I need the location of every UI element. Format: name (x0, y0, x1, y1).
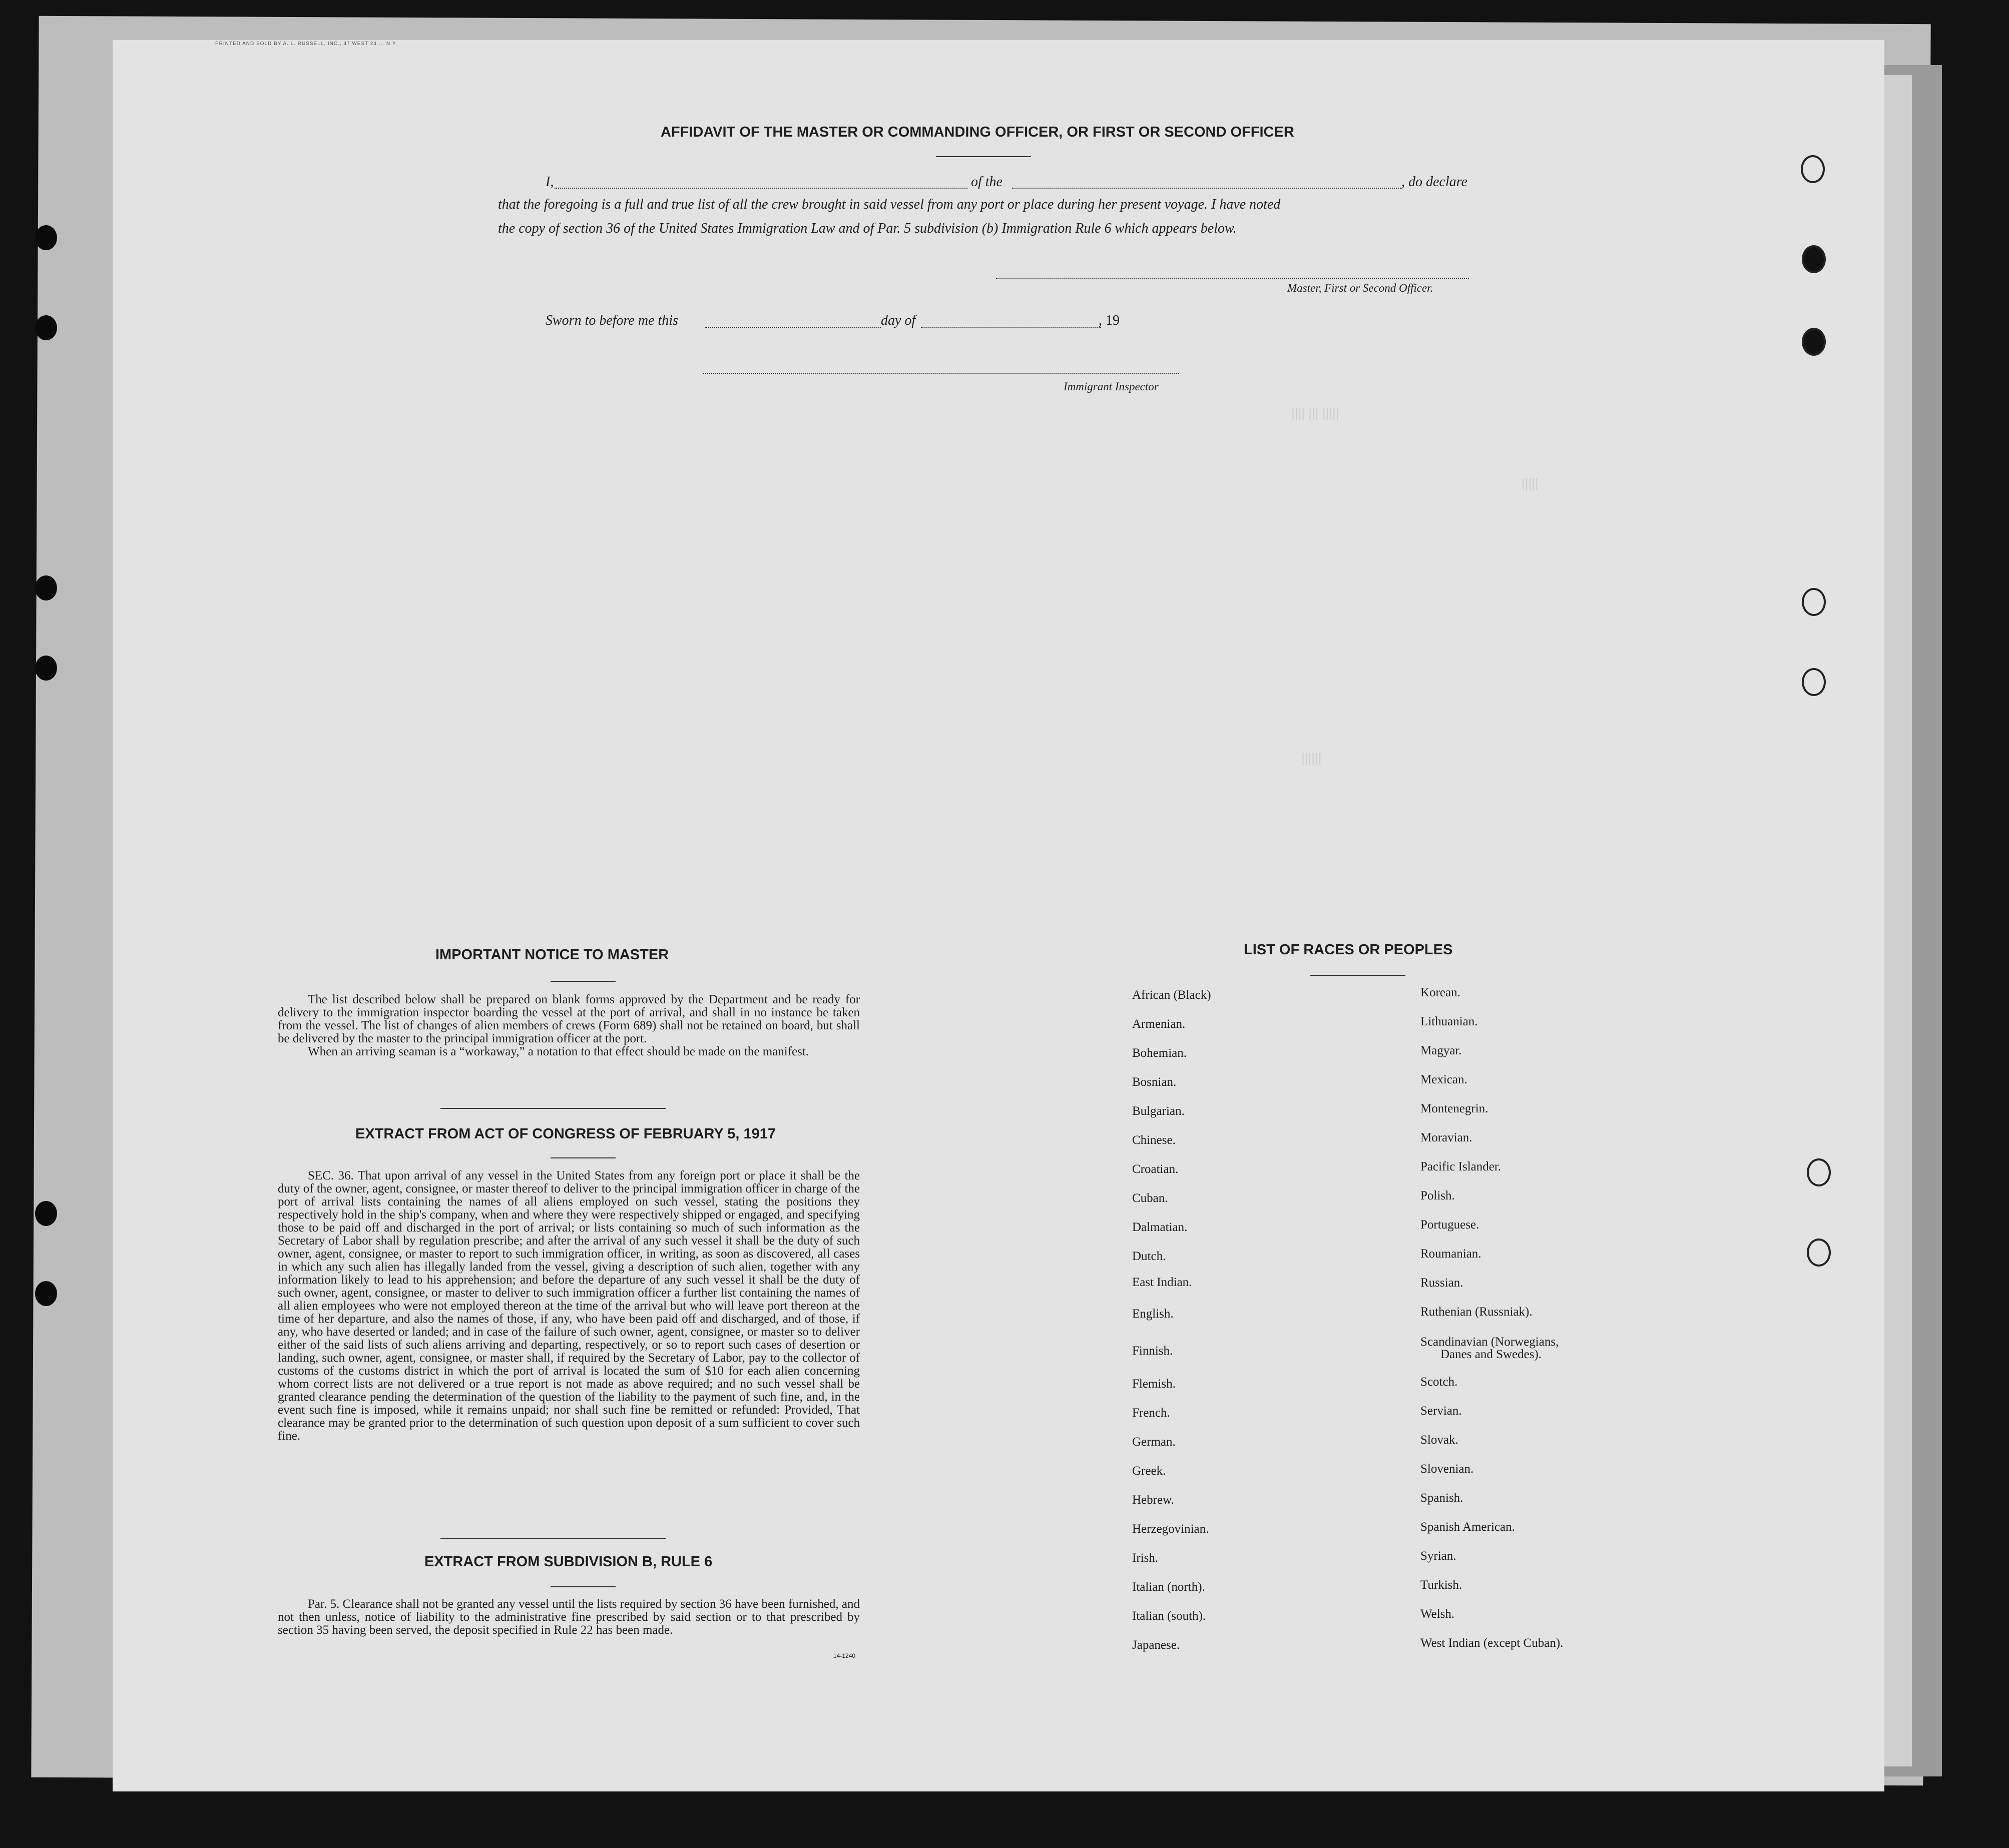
race-item: Chinese. (1132, 1133, 1176, 1147)
inspector-label: Immigrant Inspector (1064, 380, 1159, 393)
race-item: Ruthenian (Russniak). (1420, 1305, 1533, 1319)
punch-hole (1802, 588, 1826, 616)
race-item: Russian. (1420, 1276, 1463, 1290)
master-name-field[interactable] (555, 188, 967, 189)
race-item: Spanish. (1420, 1491, 1463, 1505)
race-item: Slovenian. (1420, 1462, 1474, 1476)
divider (551, 1586, 616, 1587)
bleed-through: |||| ||| ||||| (1291, 405, 1339, 420)
punch-hole (1802, 245, 1826, 273)
race-item: Scandinavian (Norwegians, (1420, 1335, 1559, 1349)
extract-rule-body (278, 1598, 860, 1637)
form-number: 14-1240 (833, 1652, 856, 1659)
affidavit-i: I, (546, 174, 554, 190)
divider (1310, 975, 1405, 976)
divider (440, 1108, 666, 1109)
sworn-month-field[interactable] (921, 327, 1101, 328)
race-item: Italian (south). (1132, 1609, 1206, 1623)
punch-hole (1801, 155, 1825, 183)
race-item: Slovak. (1420, 1433, 1458, 1447)
race-item: African (Black) (1132, 988, 1211, 1002)
notice-paragraph-1: The list described below shall be prepared on blank forms approved by the Department and be ready for delivery to the immigration inspector boarding the vessel at the port of arrival, and shall in no instance be taken from the vessel. The list of changes of alien members of crews (Form 689) shall not be retained on board, but shall be delivered by the master to the principal immigration officer at the port. (278, 993, 860, 1045)
affidavit-of-the: of the (971, 174, 1002, 190)
extract-act-body (278, 1169, 860, 1443)
binder-hole (35, 315, 57, 340)
punch-hole (1807, 1239, 1831, 1267)
race-item: Moravian. (1420, 1131, 1472, 1144)
race-item: French. (1132, 1406, 1170, 1420)
race-item: Montenegrin. (1420, 1102, 1488, 1115)
divider (936, 156, 1031, 157)
race-item: German. (1132, 1435, 1176, 1449)
race-item: Dalmatian. (1132, 1220, 1188, 1234)
year-text: , 19 (1099, 313, 1120, 328)
race-item: Roumanian. (1420, 1247, 1481, 1261)
punch-hole (1802, 328, 1826, 356)
race-item: Hebrew. (1132, 1493, 1174, 1507)
race-item: Syrian. (1420, 1549, 1456, 1563)
punch-hole (1802, 668, 1826, 696)
race-item: Pacific Islander. (1420, 1160, 1501, 1173)
race-item: Magyar. (1420, 1044, 1462, 1057)
race-item: Lithuanian. (1420, 1015, 1478, 1028)
binder-hole (35, 575, 57, 600)
binder-hole (35, 1281, 57, 1306)
race-item: Greek. (1132, 1464, 1166, 1478)
race-item: Servian. (1420, 1404, 1462, 1418)
officer-signature-field[interactable] (996, 278, 1469, 279)
race-item: English. (1132, 1307, 1174, 1321)
printer-imprint: PRINTED AND SOLD BY A. L. RUSSELL, INC., 47 WEST 24 ... N.Y. (215, 41, 397, 47)
race-item: Herzegovinian. (1132, 1522, 1209, 1536)
punch-hole (1807, 1158, 1831, 1186)
notice-body (278, 993, 860, 1058)
document-page (113, 40, 1884, 1791)
binder-hole (35, 1201, 57, 1226)
signature-label: Master, First or Second Officer. (1287, 282, 1433, 294)
race-item: Bohemian. (1132, 1046, 1187, 1060)
race-item: Irish. (1132, 1551, 1159, 1565)
race-item: Bulgarian. (1132, 1104, 1185, 1118)
races-title: LIST OF RACES OR PEOPLES (1244, 942, 1453, 958)
race-item: Korean. (1420, 986, 1460, 999)
race-item: Polish. (1420, 1189, 1455, 1202)
affidavit-line2: that the foregoing is a full and true list of all the crew brought in said vessel from any port or place during her present voyage. I have noted (498, 197, 1281, 212)
race-item: Bosnian. (1132, 1075, 1177, 1089)
sheet-edge-light (1882, 75, 1912, 1766)
race-item: East Indian. (1132, 1276, 1192, 1289)
race-item: Japanese. (1132, 1638, 1180, 1652)
race-item: Danes and Swedes). (1440, 1348, 1542, 1361)
par-5-text: Par. 5. Clearance shall not be granted any vessel until the lists required by section 36 have been furnished, and not then unless, notice of liability to the administrative fine prescribed by said section or to that prescribed by section 35 having been served, the deposit specified in Rule 22 has been made. (278, 1597, 860, 1637)
notice-paragraph-2: When an arriving seaman is a “workaway,” a notation to that effect should be made on the manifest. (308, 1045, 809, 1058)
race-item: Spanish American. (1420, 1520, 1515, 1534)
race-item: Portuguese. (1420, 1218, 1479, 1231)
extract-rule-title: EXTRACT FROM SUBDIVISION B, RULE 6 (424, 1554, 713, 1570)
race-item: Mexican. (1420, 1073, 1467, 1086)
day-of-text: day of (881, 313, 916, 328)
affidavit-line3: the copy of section 36 of the United States Immigration Law and of Par. 5 subdivision (b) Immigration Rule 6 which appears below. (498, 221, 1237, 236)
extract-act-title: EXTRACT FROM ACT OF CONGRESS OF FEBRUARY 5, 1917 (355, 1126, 776, 1142)
sworn-text: Sworn to before me this (546, 313, 678, 328)
affidavit-declare: , do declare (1401, 174, 1467, 190)
race-item: Italian (north). (1132, 1580, 1205, 1594)
divider (551, 1157, 616, 1158)
race-item: Flemish. (1132, 1377, 1176, 1391)
vessel-name-field[interactable] (1012, 188, 1402, 189)
binder-hole (35, 656, 57, 681)
race-item: Turkish. (1420, 1578, 1462, 1592)
race-item: Welsh. (1420, 1607, 1455, 1621)
affidavit-title: AFFIDAVIT OF THE MASTER OR COMMANDING OFFICER, OR FIRST OR SECOND OFFICER (661, 124, 1294, 140)
binder-hole (35, 225, 57, 250)
race-item: Dutch. (1132, 1250, 1166, 1263)
race-item: West Indian (except Cuban). (1420, 1636, 1564, 1650)
inspector-signature-field[interactable] (703, 373, 1179, 374)
race-item: Finnish. (1132, 1344, 1173, 1358)
race-item: Scotch. (1420, 1375, 1458, 1389)
bleed-through: ||||| (1522, 475, 1539, 490)
divider (440, 1538, 666, 1539)
notice-title: IMPORTANT NOTICE TO MASTER (435, 947, 669, 963)
race-item: Armenian. (1132, 1017, 1186, 1031)
race-item: Cuban. (1132, 1191, 1168, 1205)
bleed-through: |||||| (1301, 751, 1322, 766)
divider (551, 981, 616, 982)
section-36-text: SEC. 36. That upon arrival of any vessel in the United States from any foreign port or place it shall be the duty of the owner, agent, consignee, or master thereof to deliver to the principal immigration officer in charge of the port of arrival lists containing the names of all aliens employed on such vessel, stating the positions they respectively hold in the ship's company, when and where they were respectively shipped or engaged, and specifying those to be paid off and discharged in the port of arrival; or lists containing so much of such information as the Secretary of Labor shall by regulation prescribe; and after the arrival of any such vessel it shall be the duty of such owner, agent, consignee, or master to report to such immigration officer, in writing, as soon as discovered, all cases in which any such alien has illegally landed from the vessel, giving a description of such alien, together with any information likely to lead to his apprehension; and before the departure of any such vessel it shall be the duty of such owner, agent, consignee, or master to deliver to such immigration officer a further list containing the names of all alien employees who were not employed thereon at the time of the arrival but who will leave port thereon at the time of her departure, and also the names of those, if any, who have been paid off and discharged, and of those, if any, who have deserted or landed; and in case of the failure of such owner, agent, consignee, or master so to deliver either of the said lists of such aliens arriving and departing, respectively, or so to report such cases of desertion or landing, such owner, agent, consignee, or master shall, if required by the Secretary of Labor, pay to the collector of customs of the customs district in which the port of arrival is located the sum of $10 for each alien concerning whom correct lists are not delivered or a true report is not made as above required; and no such vessel shall be granted clearance pending the determination of the question of the liability to the payment of such fine, and, in the event such fine is imposed, while it remains unpaid; nor shall such fine be remitted or refunded: Provided, That clearance may be granted prior to the determination of such question upon deposit of a sum sufficient to cover such fine. (278, 1169, 860, 1443)
sworn-date-field[interactable] (705, 327, 881, 328)
race-item: Croatian. (1132, 1162, 1179, 1176)
